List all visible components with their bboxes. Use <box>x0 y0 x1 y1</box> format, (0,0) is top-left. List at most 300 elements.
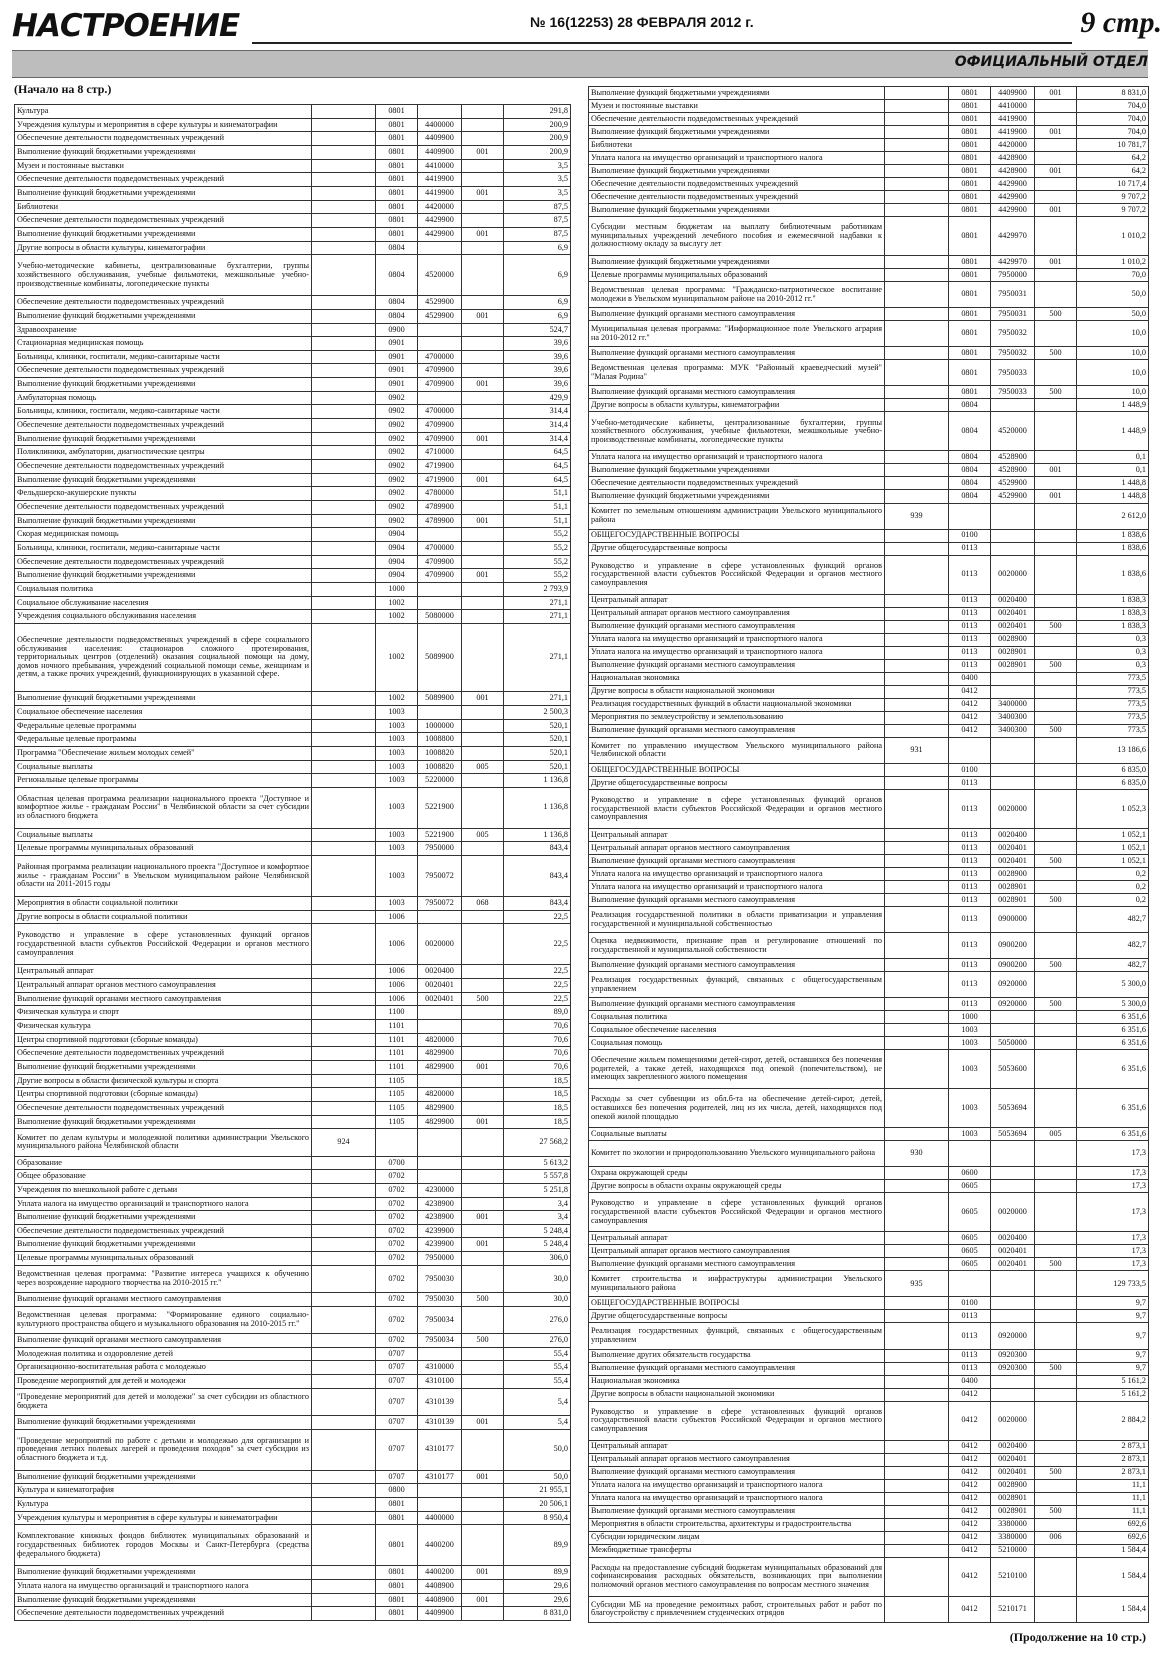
cell-amount: 18,5 <box>504 1074 571 1088</box>
table-row <box>15 1197 571 1211</box>
cell-ministry <box>312 542 376 556</box>
cell-name: Уплата налога на имущество организаций и транспортного налога <box>589 880 885 893</box>
cell-name: Комитет по управлению имуществом Увельского муниципального района Челябинской области <box>589 737 885 763</box>
cell-amount: 11,1 <box>1077 1505 1149 1518</box>
cell-article: 0920300 <box>991 1362 1035 1375</box>
cell-section: 0800 <box>376 1484 418 1498</box>
cell-article <box>418 1484 462 1498</box>
cell-type <box>462 719 504 733</box>
cell-article: 7950032 <box>991 321 1035 347</box>
cell-section: 0901 <box>376 350 418 364</box>
cell-section: 1105 <box>376 1088 418 1102</box>
table-row <box>15 1170 571 1184</box>
cell-ministry <box>312 582 376 596</box>
cell-type <box>462 405 504 419</box>
cell-section: 0113 <box>949 867 991 880</box>
cell-type <box>462 610 504 624</box>
cell-type <box>462 1047 504 1061</box>
cell-article: 0020000 <box>991 555 1035 594</box>
cell-name: Выполнение функций органами местного самоуправления <box>589 998 885 1011</box>
cell-article: 4239900 <box>418 1238 462 1252</box>
cell-article: 4520000 <box>991 412 1035 451</box>
table-row <box>15 910 571 924</box>
cell-type <box>1035 1232 1077 1245</box>
cell-amount: 773,5 <box>1077 698 1149 711</box>
cell-name: Выполнение функций бюджетными учреждениями <box>15 1593 312 1607</box>
cell-amount: 17,3 <box>1077 1245 1149 1258</box>
cell-type <box>462 1019 504 1033</box>
cell-article: 4428900 <box>991 152 1035 165</box>
cell-name: Реализация государственных функций, связанных с общегосударственным управлением <box>589 972 885 998</box>
cell-name: Комплектование книжных фондов библиотек муниципальных образований и государственных библиотек городов Москвы и Санкт-Петербурга (средства федерального бюджета) <box>15 1525 312 1566</box>
cell-name: Другие общегосударственные вопросы <box>589 1310 885 1323</box>
table-row <box>15 1019 571 1033</box>
cell-ministry <box>312 733 376 747</box>
cell-section: 0412 <box>949 724 991 737</box>
issue-number: № 16(12253) 28 ФЕВРАЛЯ 2012 г. <box>530 14 754 30</box>
cell-section: 0707 <box>376 1470 418 1484</box>
cell-ministry <box>312 1156 376 1170</box>
cell-article: 4419900 <box>418 173 462 187</box>
table-row <box>15 487 571 501</box>
cell-section: 0412 <box>949 1453 991 1466</box>
cell-amount: 70,6 <box>504 1033 571 1047</box>
cell-type <box>462 460 504 474</box>
cell-section: 0113 <box>949 906 991 932</box>
cell-section: 0801 <box>949 191 991 204</box>
cell-type <box>1035 217 1077 256</box>
table-row <box>589 1297 1149 1310</box>
cell-ministry <box>885 776 949 789</box>
cell-type <box>462 1183 504 1197</box>
table-row <box>589 1596 1149 1622</box>
cell-ministry <box>312 255 376 296</box>
cell-name: Другие вопросы в области культуры, кинематографии <box>15 241 312 255</box>
cell-ministry <box>885 763 949 776</box>
cell-section: 1101 <box>376 1060 418 1074</box>
cell-name: Обеспечение деятельности подведомственных учреждений <box>15 214 312 228</box>
cell-type <box>1035 776 1077 789</box>
cell-name: Библиотеки <box>15 200 312 214</box>
table-row <box>589 1375 1149 1388</box>
cell-name: Выполнение функций органами местного самоуправления <box>589 893 885 906</box>
cell-ministry <box>312 528 376 542</box>
cell-section: 0113 <box>949 659 991 672</box>
cell-ministry: 924 <box>312 1129 376 1156</box>
table-row <box>589 1128 1149 1141</box>
cell-ministry <box>885 139 949 152</box>
cell-amount: 10 781,7 <box>1077 139 1149 152</box>
cell-section: 1003 <box>376 746 418 760</box>
continuation-start-note: (Начало на 8 стр.) <box>14 82 112 96</box>
table-row <box>15 405 571 419</box>
cell-name: Комитет по земельным отношениям администрации Увельского муниципального района <box>589 503 885 529</box>
table-row <box>15 787 571 828</box>
cell-article: 7950000 <box>418 842 462 856</box>
cell-section: 0412 <box>949 685 991 698</box>
cell-type <box>1035 1323 1077 1349</box>
cell-article: 4238900 <box>418 1211 462 1225</box>
table-row <box>15 733 571 747</box>
cell-amount: 5 251,8 <box>504 1183 571 1197</box>
table-row <box>589 555 1149 594</box>
cell-ministry <box>312 555 376 569</box>
cell-amount: 520,1 <box>504 746 571 760</box>
cell-article: 0020401 <box>991 841 1035 854</box>
cell-ministry <box>312 214 376 228</box>
cell-section: 0801 <box>949 113 991 126</box>
cell-article <box>991 1375 1035 1388</box>
cell-article: 0900200 <box>991 933 1035 959</box>
cell-amount: 1 010,2 <box>1077 256 1149 269</box>
cell-article <box>991 1310 1035 1323</box>
cell-name: Обеспечение деятельности подведомственных учреждений <box>15 1607 312 1621</box>
cell-type <box>1035 972 1077 998</box>
cell-article: 4400200 <box>418 1566 462 1580</box>
cell-ministry <box>885 1089 949 1128</box>
cell-article: 5221900 <box>418 787 462 828</box>
cell-article: 4780000 <box>418 487 462 501</box>
cell-amount: 773,5 <box>1077 711 1149 724</box>
cell-ministry <box>312 897 376 911</box>
cell-type: 001 <box>462 1211 504 1225</box>
cell-amount: 0,2 <box>1077 867 1149 880</box>
cell-amount: 13 186,6 <box>1077 737 1149 763</box>
cell-type <box>462 1525 504 1566</box>
cell-amount: 39,6 <box>504 337 571 351</box>
table-row <box>589 152 1149 165</box>
table-row <box>15 255 571 296</box>
cell-section: 0113 <box>949 607 991 620</box>
cell-name: Обеспечение жильем помещениями детей-сирот, детей, оставшихся без попечения родителей, а также детей, находящихся под опекой (попечительством), не имеющих закрепленного жилого помещения <box>589 1050 885 1089</box>
cell-article: 4419900 <box>418 186 462 200</box>
cell-name: Обеспечение деятельности подведомственных учреждений <box>15 1224 312 1238</box>
cell-section <box>949 737 991 763</box>
cell-type: 500 <box>1035 386 1077 399</box>
cell-amount: 89,9 <box>504 1525 571 1566</box>
cell-name: Оценка недвижимости, признание прав и регулирование отношений по государственной и муниципальной собственности <box>589 933 885 959</box>
table-row <box>589 412 1149 451</box>
cell-name: Выполнение функций органами местного самоуправления <box>589 308 885 321</box>
cell-type <box>1035 451 1077 464</box>
table-row <box>589 724 1149 737</box>
cell-section: 0801 <box>376 1511 418 1525</box>
cell-name: Больницы, клиники, госпитали, медико-санитарные части <box>15 350 312 364</box>
cell-amount: 39,6 <box>504 364 571 378</box>
cell-ministry: 935 <box>885 1271 949 1297</box>
cell-name: Мероприятия в области строительства, архитектуры и градостроительства <box>589 1518 885 1531</box>
cell-section: 0600 <box>949 1167 991 1180</box>
cell-amount: 30,0 <box>504 1265 571 1292</box>
cell-article: 7950030 <box>418 1293 462 1307</box>
cell-ministry <box>312 173 376 187</box>
cell-name: Выполнение функций бюджетными учреждениями <box>589 126 885 139</box>
table-row <box>589 256 1149 269</box>
cell-name: Общее образование <box>15 1170 312 1184</box>
cell-type: 500 <box>1035 1362 1077 1375</box>
table-row <box>589 646 1149 659</box>
cell-type: 005 <box>462 760 504 774</box>
cell-type <box>1035 789 1077 828</box>
cell-article: 3380000 <box>991 1518 1035 1531</box>
cell-name: Обеспечение деятельности подведомственных учреждений в сфере социального обслуживания населения: стационаров сложного протезирования, территориальных центров (отделений) оказания социальной помощи на дому, домов ночного пребывания, учреждений социальной помощи семье, женщинам и детям, а также прочих учреждений, функционирующих в указанной сфере. <box>15 623 312 691</box>
cell-ministry <box>312 1607 376 1621</box>
cell-name: Выполнение функций бюджетными учреждениями <box>15 569 312 583</box>
cell-article: 4410000 <box>991 100 1035 113</box>
cell-ministry <box>885 867 949 880</box>
cell-article: 4829900 <box>418 1115 462 1129</box>
cell-type: 068 <box>462 897 504 911</box>
cell-section: 0113 <box>949 789 991 828</box>
cell-amount: 64,2 <box>1077 152 1149 165</box>
cell-article: 4429900 <box>991 204 1035 217</box>
cell-name: Выполнение функций бюджетными учреждениями <box>15 227 312 241</box>
cell-article: 0900200 <box>991 959 1035 972</box>
cell-amount: 129 733,5 <box>1077 1271 1149 1297</box>
cell-name: Другие вопросы в области физической культуры и спорта <box>15 1074 312 1088</box>
cell-ministry <box>312 828 376 842</box>
cell-type: 500 <box>1035 308 1077 321</box>
cell-ministry <box>885 828 949 841</box>
cell-amount: 89,0 <box>504 1006 571 1020</box>
table-row <box>15 760 571 774</box>
cell-name: Программа "Обеспечение жильем молодых семей" <box>15 746 312 760</box>
cell-section: 0801 <box>376 1566 418 1580</box>
table-row <box>589 1505 1149 1518</box>
cell-section: 0901 <box>376 364 418 378</box>
cell-type <box>462 705 504 719</box>
cell-ministry <box>885 1375 949 1388</box>
cell-amount: 11,1 <box>1077 1479 1149 1492</box>
cell-type: 001 <box>1035 204 1077 217</box>
cell-name: Выполнение функций бюджетными учреждениями <box>15 145 312 159</box>
table-row <box>15 842 571 856</box>
cell-type <box>462 1088 504 1102</box>
cell-article <box>991 399 1035 412</box>
cell-type <box>462 296 504 310</box>
cell-ministry <box>885 399 949 412</box>
cell-name: Культура и кинематография <box>15 1484 312 1498</box>
cell-ministry <box>885 386 949 399</box>
cell-amount: 8 831,0 <box>504 1607 571 1621</box>
budget-table-left <box>14 104 571 1621</box>
cell-section: 0113 <box>949 998 991 1011</box>
cell-ministry <box>885 854 949 867</box>
cell-article: 7950031 <box>991 308 1035 321</box>
cell-name: Выполнение функций бюджетными учреждениями <box>15 1115 312 1129</box>
cell-type <box>1035 360 1077 386</box>
cell-amount: 10,0 <box>1077 321 1149 347</box>
cell-article: 4700000 <box>418 405 462 419</box>
cell-section: 1105 <box>376 1101 418 1115</box>
cell-type <box>1035 529 1077 542</box>
cell-article: 5089900 <box>418 623 462 691</box>
cell-amount: 482,7 <box>1077 959 1149 972</box>
cell-section: 0605 <box>949 1258 991 1271</box>
cell-section: 0605 <box>949 1180 991 1193</box>
cell-amount: 27 568,2 <box>504 1129 571 1156</box>
cell-name: Социальное обеспечение населения <box>15 705 312 719</box>
cell-type <box>1035 1518 1077 1531</box>
cell-type <box>462 1252 504 1266</box>
cell-type: 001 <box>462 473 504 487</box>
cell-type: 001 <box>462 378 504 392</box>
cell-amount: 17,3 <box>1077 1258 1149 1271</box>
cell-section: 0902 <box>376 405 418 419</box>
cell-name: Скорая медицинская помощь <box>15 528 312 542</box>
cell-amount: 306,0 <box>504 1252 571 1266</box>
cell-amount: 314,4 <box>504 419 571 433</box>
cell-amount: 482,7 <box>1077 906 1149 932</box>
cell-amount: 200,9 <box>504 132 571 146</box>
cell-type <box>462 105 504 119</box>
cell-type <box>462 1033 504 1047</box>
table-row <box>15 1060 571 1074</box>
table-row <box>589 1440 1149 1453</box>
cell-ministry <box>312 296 376 310</box>
cell-article: 4419900 <box>991 126 1035 139</box>
cell-amount: 18,5 <box>504 1101 571 1115</box>
cell-name: Больницы, клиники, госпитали, медико-санитарные части <box>15 405 312 419</box>
table-row <box>589 1024 1149 1037</box>
cell-amount: 843,4 <box>504 897 571 911</box>
cell-ministry <box>312 1088 376 1102</box>
table-row <box>589 503 1149 529</box>
cell-article: 1008820 <box>418 760 462 774</box>
cell-section: 0113 <box>949 633 991 646</box>
cell-name: Выполнение функций органами местного самоуправления <box>589 1362 885 1375</box>
cell-ministry <box>312 378 376 392</box>
cell-section: 0804 <box>376 296 418 310</box>
cell-amount: 9,7 <box>1077 1362 1149 1375</box>
cell-name: Центральный аппарат <box>589 828 885 841</box>
cell-amount: 1 838,6 <box>1077 529 1149 542</box>
cell-name: Другие общегосударственные вопросы <box>589 776 885 789</box>
cell-amount: 6 835,0 <box>1077 776 1149 789</box>
cell-ministry <box>312 856 376 897</box>
cell-article: 0020401 <box>991 620 1035 633</box>
cell-type <box>1035 672 1077 685</box>
cell-amount: 6 351,6 <box>1077 1011 1149 1024</box>
cell-ministry <box>312 1033 376 1047</box>
table-row <box>589 672 1149 685</box>
table-row <box>15 1566 571 1580</box>
table-row <box>15 337 571 351</box>
cell-type <box>1035 1271 1077 1297</box>
cell-amount: 10 717,4 <box>1077 178 1149 191</box>
table-row <box>15 432 571 446</box>
cell-type <box>462 1511 504 1525</box>
cell-name: Проведение мероприятий для детей и молодежи <box>15 1375 312 1389</box>
cell-amount: 0,2 <box>1077 880 1149 893</box>
cell-amount: 2 884,2 <box>1077 1401 1149 1440</box>
cell-name: Выполнение функций бюджетными учреждениями <box>15 1238 312 1252</box>
cell-article: 4719900 <box>418 460 462 474</box>
table-row <box>589 854 1149 867</box>
cell-amount: 8 831,0 <box>1077 87 1149 100</box>
cell-amount: 18,5 <box>504 1115 571 1129</box>
cell-ministry <box>312 1101 376 1115</box>
table-row <box>15 1416 571 1430</box>
cell-section: 0902 <box>376 514 418 528</box>
cell-type <box>462 555 504 569</box>
cell-ministry <box>312 1115 376 1129</box>
cell-ministry <box>312 1197 376 1211</box>
cell-type: 001 <box>462 309 504 323</box>
cell-article <box>991 503 1035 529</box>
cell-section: 0707 <box>376 1375 418 1389</box>
cell-section: 1002 <box>376 610 418 624</box>
cell-ministry <box>885 620 949 633</box>
cell-name: Выполнение других обязательств государства <box>589 1349 885 1362</box>
cell-article: 0020400 <box>991 594 1035 607</box>
cell-ministry <box>885 880 949 893</box>
cell-article: 0020000 <box>418 924 462 965</box>
cell-ministry <box>312 1579 376 1593</box>
cell-name: Выполнение функций бюджетными учреждениями <box>15 432 312 446</box>
cell-name: Поликлиники, амбулатории, диагностические центры <box>15 446 312 460</box>
cell-name: Культура <box>15 105 312 119</box>
cell-amount: 17,3 <box>1077 1232 1149 1245</box>
table-row <box>589 1466 1149 1479</box>
cell-name: Мероприятия в области социальной политики <box>15 897 312 911</box>
cell-amount: 17,3 <box>1077 1193 1149 1232</box>
cell-ministry <box>885 1011 949 1024</box>
cell-amount: 11,1 <box>1077 1492 1149 1505</box>
cell-ministry <box>312 1566 376 1580</box>
table-row <box>15 514 571 528</box>
cell-section: 0702 <box>376 1334 418 1348</box>
cell-article: 4700000 <box>418 350 462 364</box>
cell-section: 0801 <box>949 386 991 399</box>
cell-article: 0020401 <box>418 979 462 993</box>
cell-type <box>462 1607 504 1621</box>
cell-section: 0801 <box>376 118 418 132</box>
table-row <box>15 1074 571 1088</box>
cell-ministry <box>885 1388 949 1401</box>
cell-ministry <box>312 1183 376 1197</box>
table-row <box>589 1167 1149 1180</box>
cell-name: Социальная политика <box>15 582 312 596</box>
cell-type: 001 <box>1035 256 1077 269</box>
table-row <box>589 737 1149 763</box>
cell-ministry <box>885 1297 949 1310</box>
cell-section: 0801 <box>949 139 991 152</box>
table-row <box>589 217 1149 256</box>
cell-amount: 1 838,3 <box>1077 607 1149 620</box>
table-row <box>15 1593 571 1607</box>
cell-article: 4829900 <box>418 1060 462 1074</box>
cell-type <box>462 323 504 337</box>
cell-name: Уплата налога на имущество организаций и транспортного налога <box>15 1197 312 1211</box>
table-row <box>15 1306 571 1333</box>
cell-type <box>1035 1245 1077 1258</box>
cell-amount: 29,6 <box>504 1593 571 1607</box>
cell-amount: 5 557,8 <box>504 1170 571 1184</box>
cell-name: Выполнение функций бюджетными учреждениями <box>15 1211 312 1225</box>
cell-ministry <box>312 487 376 501</box>
cell-section: 0412 <box>949 711 991 724</box>
cell-article: 4410000 <box>418 159 462 173</box>
cell-type: 500 <box>1035 998 1077 1011</box>
cell-article: 4709900 <box>418 364 462 378</box>
cell-ministry <box>312 419 376 433</box>
cell-section: 0412 <box>949 1466 991 1479</box>
cell-ministry <box>885 529 949 542</box>
cell-section: 0412 <box>949 1531 991 1544</box>
cell-section <box>949 503 991 529</box>
table-row <box>15 774 571 788</box>
